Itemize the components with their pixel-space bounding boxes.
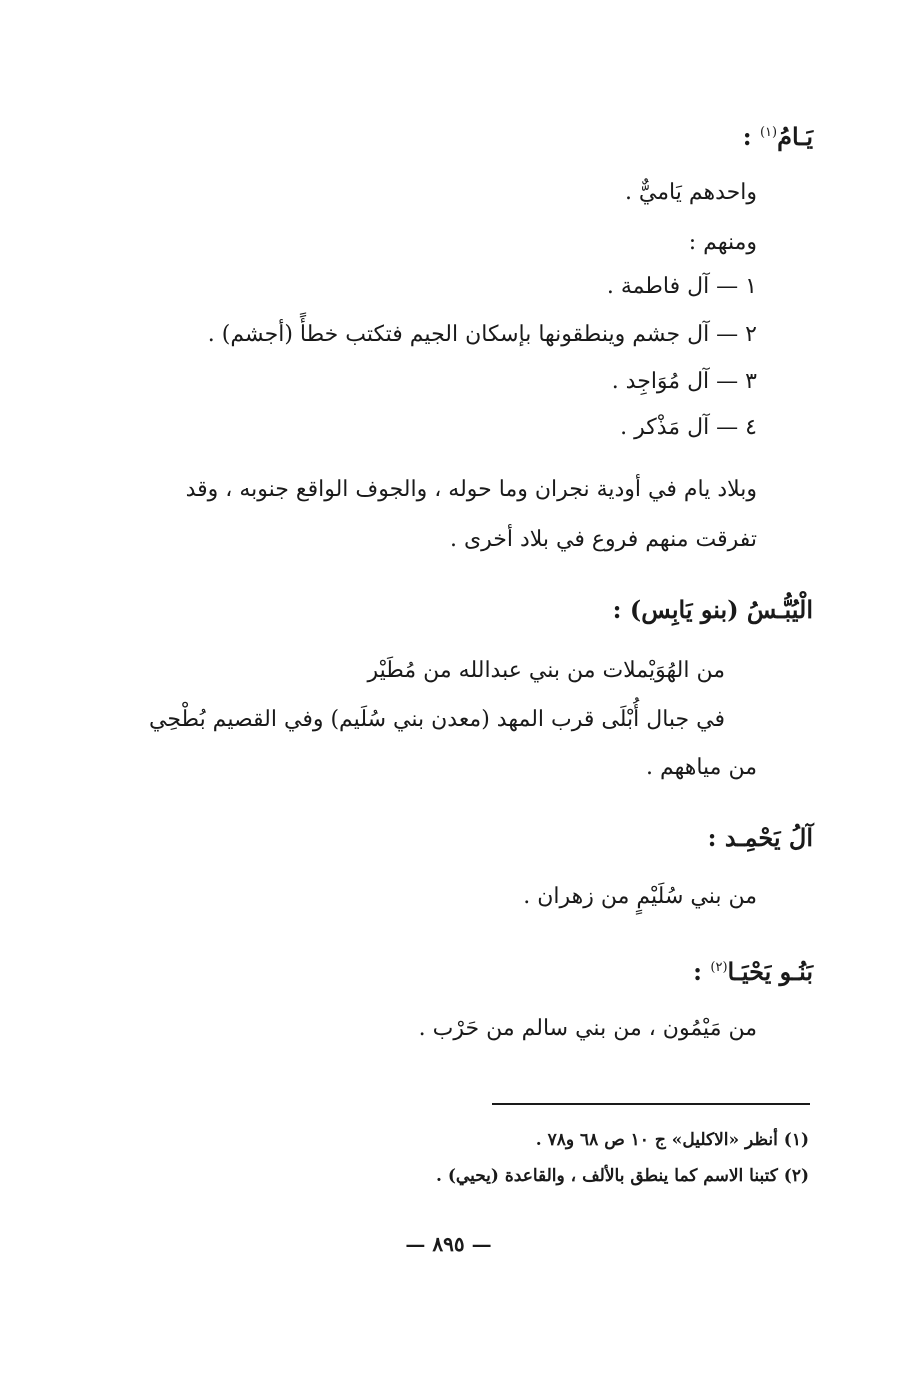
heading-text: يَـامُ xyxy=(777,122,813,151)
heading-text: بَنُـو يَحْيَـا xyxy=(727,957,813,986)
footnote: (١) أنظر «الاكليل» ج ١٠ ص ٦٨ و٧٨ . xyxy=(535,1130,809,1150)
section-heading-yubbus xyxy=(613,595,813,625)
text-line: من بني سُلَيْمٍ من زهران . xyxy=(523,884,757,909)
section-heading-yahmid xyxy=(708,823,813,853)
page-number: — ٨٩٥ — xyxy=(405,1232,492,1256)
footnote-divider xyxy=(492,1103,810,1105)
text-line: في جبال أُبْلَى قرب المهد (معدن بني سُلَيم) وفي القصيم بُطْحِي xyxy=(148,707,725,732)
text-line: واحدهم يَاميٌّ . xyxy=(624,180,757,205)
text-line: من مَيْمُون ، من بني سالم من حَرْب . xyxy=(418,1016,757,1041)
heading-colon: : xyxy=(742,122,752,151)
list-item: ١ — آل فاطمة . xyxy=(606,274,757,299)
heading-colon: : xyxy=(693,957,703,986)
section-heading-yahya xyxy=(693,953,813,987)
heading-text: آلُ يَحْمِـد xyxy=(724,823,813,852)
paragraph-line: تفرقت منهم فروع في بلاد أخرى . xyxy=(449,527,757,552)
list-item: ٢ — آل جشم وينطقونها بإسكان الجيم فتكتب خطأً (أجشم) . xyxy=(207,322,757,347)
list-item: ٣ — آل مُوَاجِد . xyxy=(611,369,757,394)
list-item: ٤ — آل مَذْكر . xyxy=(620,415,757,440)
footnote-marker: (١) xyxy=(759,125,778,140)
footnote-marker: (٢) xyxy=(710,960,728,975)
text-line: ومنهم : xyxy=(688,230,757,255)
section-heading-yam xyxy=(743,118,813,152)
text-line: من مياههم . xyxy=(645,755,757,780)
paragraph-line: وبلاد يام في أودية نجران وما حوله ، والجوف الواقع جنوبه ، وقد xyxy=(185,477,757,502)
footnote: (٢) كتبنا الاسم كما ينطق بالألف ، والقاعدة (يحيي) . xyxy=(436,1166,809,1186)
heading-colon: : xyxy=(612,595,622,624)
heading-subtitle: (بنو يَابِس) xyxy=(629,595,739,624)
heading-colon: : xyxy=(707,823,717,852)
text-line: من الهُوَيْملات من بني عبدالله من مُطَيْر xyxy=(367,658,725,683)
heading-text: الْيُبُّـسُ xyxy=(746,595,813,624)
